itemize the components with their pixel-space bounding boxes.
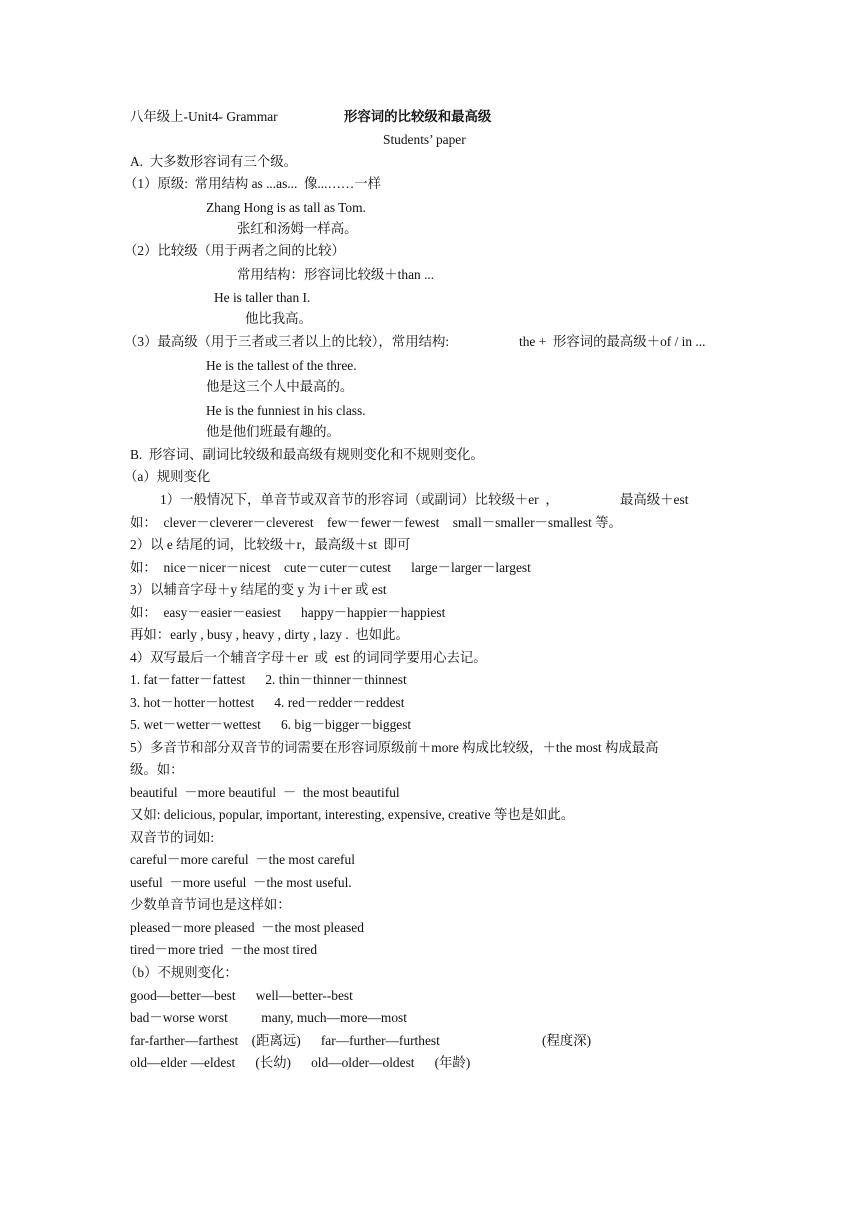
rule-3-examples: 如： easy－easier－easiest happy－happier－happiest bbox=[130, 605, 446, 620]
example-translation: 他是他们班最有趣的。 bbox=[206, 424, 340, 439]
positive-degree-line: （1）原级: 常用结构 as ...as... 像...……一样 bbox=[124, 176, 382, 191]
comparative-structure: 常用结构：形容词比较级＋than ... bbox=[237, 267, 435, 282]
rule-4-examples: 5. wet－wetter－wettest 6. big－bigger－biggest bbox=[130, 717, 412, 732]
rule-1-examples: 如： clever－cleverer－cleverest few－fewer－fewest small－smaller－smallest 等。 bbox=[130, 515, 622, 530]
irregular-note: (程度深) bbox=[542, 1033, 592, 1048]
rule-5: 5）多音节和部分双音节的词需要在形容词原级前＋more 构成比较级，＋the most 构成最高 bbox=[130, 740, 659, 755]
irregular-example: far-farther—farthest (距离远) far—further—furthest bbox=[130, 1033, 440, 1048]
comparative-degree-line: （2）比较级（用于两者之间的比较） bbox=[124, 243, 345, 258]
example-translation: 他比我高。 bbox=[245, 311, 312, 326]
one-syllable-heading: 少数单音节词也是这样如： bbox=[130, 897, 291, 912]
irregular-example: bad－worse worst many, much—more—most bbox=[130, 1010, 407, 1025]
rule-2-examples: 如： nice－nicer－nicest cute－cuter－cutest large－larger－largest bbox=[130, 560, 531, 575]
example-sentence: He is taller than I. bbox=[214, 290, 311, 305]
rule-4: 4）双写最后一个辅音字母＋er 或 est 的词同学要用心去记。 bbox=[130, 650, 487, 665]
two-syllable-heading: 双音节的词如: bbox=[130, 830, 215, 845]
rule-3: 3）以辅音字母＋y 结尾的变 y 为 i＋er 或 est bbox=[130, 582, 387, 597]
rule-3-more-examples: 再如：early , busy , heavy , dirty , lazy . 也如此。 bbox=[130, 627, 409, 642]
example-translation: 他是这三个人中最高的。 bbox=[206, 379, 354, 394]
rule-1-superlative: 最高级＋est bbox=[620, 492, 689, 507]
example-translation: 张红和汤姆一样高。 bbox=[237, 221, 358, 236]
topic-title: 形容词的比较级和最高级 bbox=[344, 109, 492, 124]
rule-5-more-examples: 又如: delicious, popular, important, interesting, expensive, creative 等也是如此。 bbox=[130, 807, 575, 822]
rule-1: 1）一般情况下，单音节或双音节的形容词（或副词）比较级＋er ， bbox=[160, 492, 559, 507]
section-b-heading: B. 形容词、副词比较级和最高级有规则变化和不规则变化。 bbox=[130, 447, 484, 462]
irregular-example: old—elder —eldest (长幼) old—older—oldest (年龄) bbox=[130, 1055, 471, 1070]
rule-5-example: beautiful －more beautiful － the most beautiful bbox=[130, 785, 400, 800]
superlative-degree-line: （3）最高级（用于三者或三者以上的比较），常用结构: bbox=[124, 334, 450, 349]
superlative-structure: the + 形容词的最高级＋of / in ... bbox=[519, 334, 706, 349]
rule-4-examples: 3. hot－hotter－hottest 4. red－redder－reddest bbox=[130, 695, 405, 710]
rule-2: 2）以 e 结尾的词，比较级＋r，最高级＋st 即可 bbox=[130, 537, 411, 552]
two-syllable-example: useful －more useful －the most useful. bbox=[130, 875, 352, 890]
section-a-heading: A. 大多数形容词有三个级。 bbox=[130, 154, 298, 169]
rule-4-examples: 1. fat－fatter－fattest 2. thin－thinner－thinnest bbox=[130, 672, 407, 687]
irregular-example: good—better—best well—better--best bbox=[130, 988, 353, 1003]
example-sentence: He is the tallest of the three. bbox=[206, 358, 357, 373]
one-syllable-example: tired－more tried －the most tired bbox=[130, 942, 318, 957]
course-title: 八年级上-Unit4- Grammar bbox=[130, 109, 278, 124]
rule-5-continued: 级。如： bbox=[130, 762, 184, 777]
two-syllable-example: careful－more careful －the most careful bbox=[130, 852, 355, 867]
irregular-heading: （b）不规则变化： bbox=[124, 965, 238, 980]
one-syllable-example: pleased－more pleased －the most pleased bbox=[130, 920, 364, 935]
example-sentence: Zhang Hong is as tall as Tom. bbox=[206, 200, 366, 215]
subtitle: Students’ paper bbox=[383, 132, 466, 147]
example-sentence: He is the funniest in his class. bbox=[206, 403, 366, 418]
regular-heading: （a）规则变化 bbox=[124, 469, 211, 484]
